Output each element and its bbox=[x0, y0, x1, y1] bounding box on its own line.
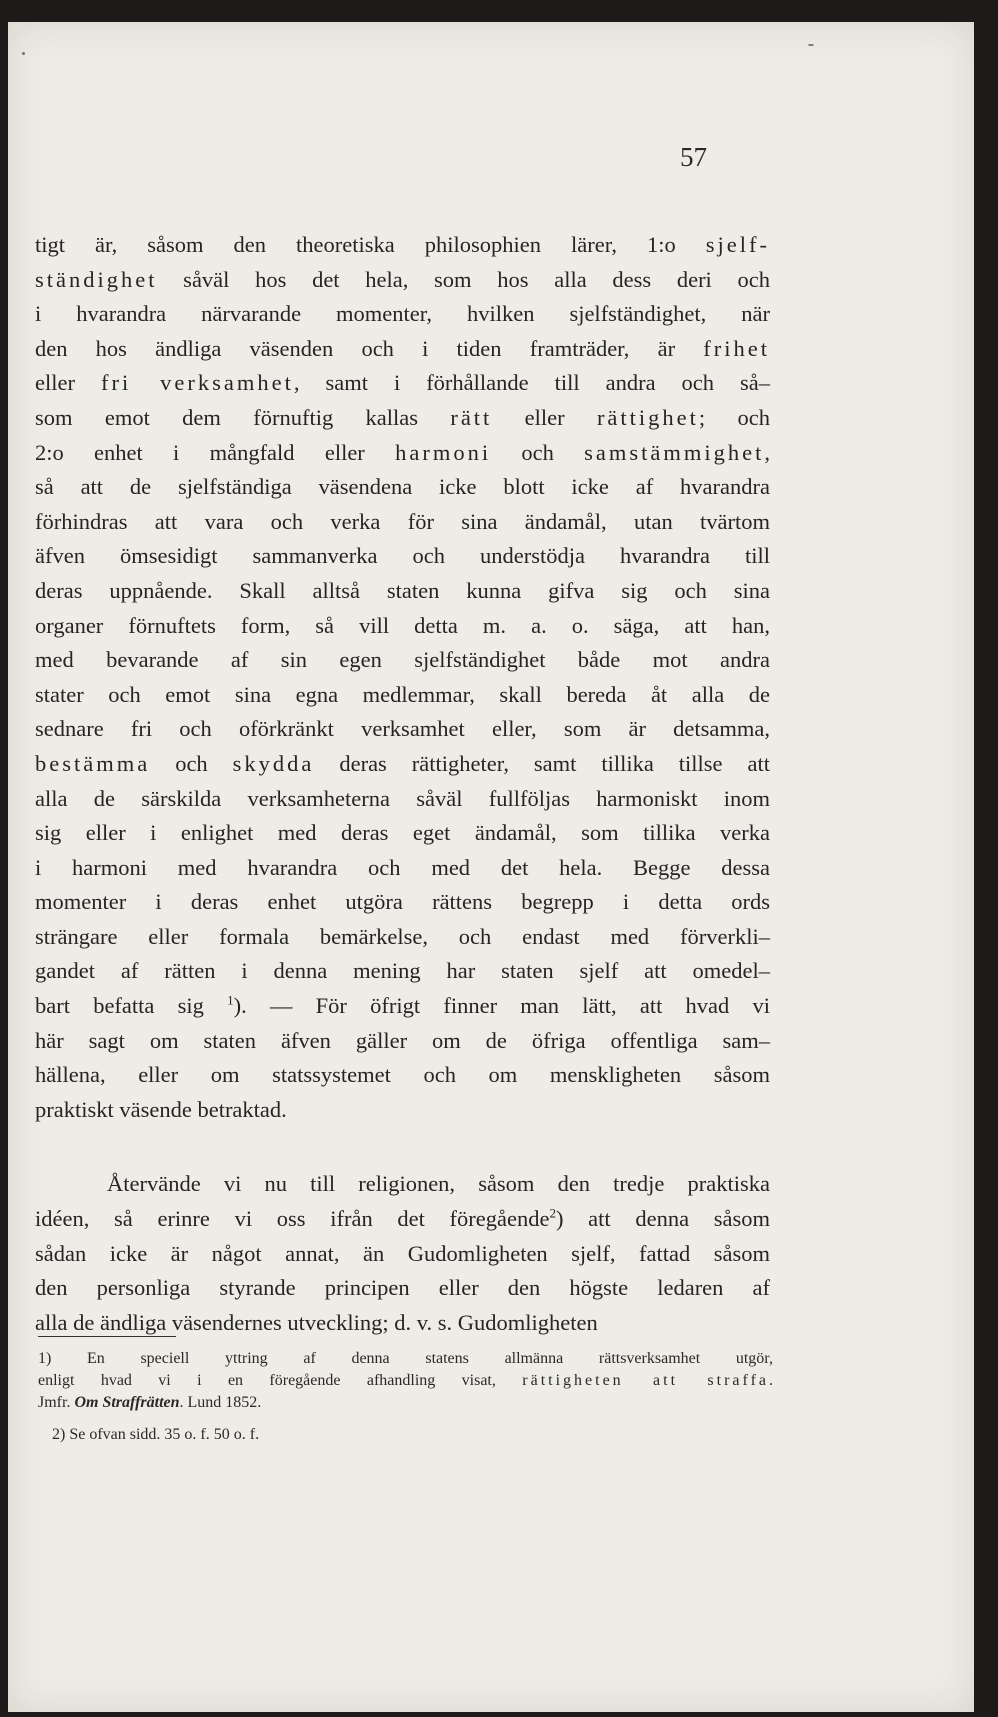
paragraph-1-line: här sagt om staten äfven gäller om de öfriga offentliga sam– bbox=[35, 1027, 770, 1053]
paper-speck bbox=[808, 44, 814, 46]
body-text bbox=[35, 228, 770, 1340]
paragraph-1-line: gandet af rätten i denna mening har staten sjelf att omedel– bbox=[35, 958, 770, 984]
spaced-emphasis: bestämma bbox=[35, 750, 151, 776]
paragraph-1-line: organer förnuftets form, så vill detta m. a. o. säga, att han, bbox=[35, 612, 770, 638]
footnote-rule bbox=[38, 1336, 176, 1337]
footnote-marker: 2 bbox=[549, 1205, 556, 1221]
paragraph-2-line: Återvände vi nu till religionen, såsom den tredje praktiska bbox=[107, 1171, 770, 1197]
footnote-1-line: 1) En speciell yttring af denna statens allmänna rättsverksamhet utgör, bbox=[38, 1350, 773, 1367]
footnote-1-line: enligt hvad vi i en föregående afhandling visat, rättigheten att straffa. bbox=[38, 1372, 773, 1389]
footnotes bbox=[38, 1348, 773, 1446]
paragraph-1-line: bart befatta sig $^1$). — För öfrigt finner man lätt, att hvad vi bbox=[35, 992, 770, 1019]
paragraph-1-line: strängare eller formala bemärkelse, och endast med förverkli– bbox=[35, 923, 770, 949]
paragraph-1-line: i harmoni med hvarandra och med det hela. Begge dessa bbox=[35, 854, 770, 880]
paragraph-2-line: den personliga styrande principen eller den högste ledaren af bbox=[35, 1275, 770, 1301]
spaced-emphasis: rättigheten att straffa bbox=[522, 1372, 769, 1389]
paragraph-1-line: ständighet såväl hos det hela, som hos alla dess deri och bbox=[35, 266, 770, 292]
paragraph-1-line: som emot dem förnuftig kallas rätt eller rättighet; och bbox=[35, 404, 770, 430]
paragraph-2 bbox=[35, 1167, 770, 1340]
paragraph-1-line: alla de särskilda verksamheterna såväl fullföljas harmoniskt inom bbox=[35, 785, 770, 811]
paragraph-1-line: så att de sjelfständiga väsendena icke blott icke af hvarandra bbox=[35, 474, 770, 500]
paragraph-1-line: deras uppnående. Skall alltså staten kunna gifva sig och sina bbox=[35, 577, 770, 603]
spaced-emphasis: frihet bbox=[703, 335, 770, 361]
page-number: 57 bbox=[680, 142, 707, 172]
footnote-1-line: Jmfr. Om Straffrätten. Lund 1852. bbox=[38, 1394, 262, 1411]
paragraph-1-line: förhindras att vara och verka för sina ändamål, utan tvärtom bbox=[35, 508, 770, 534]
title-reference: Om Straffrätten bbox=[74, 1394, 180, 1411]
paragraph-1-line: praktiskt väsende betraktad. bbox=[35, 1096, 287, 1122]
paragraph-1-line: med bevarande af sin egen sjelfständighet både mot andra bbox=[35, 647, 770, 673]
footnote-2: 2) Se ofvan sidd. 35 o. f. 50 o. f. bbox=[52, 1426, 260, 1443]
paragraph-2-line: idéen, så erinre vi oss ifrån det föregående$^2$) att denna såsom bbox=[35, 1205, 770, 1232]
spaced-emphasis: fri verksamhet bbox=[100, 370, 294, 396]
paragraph-1-line: i hvarandra närvarande momenter, hvilken sjelfständighet, när bbox=[35, 301, 770, 327]
footnote-marker: 1 bbox=[227, 992, 234, 1008]
spaced-emphasis: harmoni bbox=[395, 439, 492, 465]
paragraph-1-line: stater och emot sina egna medlemmar, skall bereda åt alla de bbox=[35, 681, 770, 707]
paragraph-1-line: eller fri verksamhet, samt i förhållande till andra och så– bbox=[35, 370, 771, 396]
paragraph-1-line: den hos ändliga väsenden och i tiden framträder, är frihet bbox=[35, 335, 770, 361]
paper-speck bbox=[22, 52, 25, 55]
paragraph-1-line: sednare fri och oförkränkt verksamhet eller, som är detsamma, bbox=[35, 716, 770, 742]
paragraph-1-line: hällena, eller om statssystemet och om menskligheten såsom bbox=[35, 1062, 770, 1088]
paragraph-1 bbox=[35, 228, 770, 1127]
spaced-emphasis: sjelf- bbox=[705, 232, 770, 257]
spaced-emphasis: skydda bbox=[232, 750, 315, 776]
spaced-emphasis: rättighet bbox=[596, 404, 699, 430]
paragraph-2-line: sådan icke är något annat, än Gudomligheten sjelf, fattad såsom bbox=[35, 1240, 770, 1266]
footnote-1 bbox=[38, 1348, 773, 1414]
spaced-emphasis: samstämmighet bbox=[584, 439, 765, 465]
paragraph-1-line: sig eller i enlighet med deras eget ändamål, som tillika verka bbox=[35, 820, 770, 846]
spaced-emphasis: rätt bbox=[450, 404, 493, 430]
paragraph-1-line: bestämma och skydda deras rättigheter, samt tillika tillse att bbox=[35, 750, 770, 776]
paragraph-1-line: momenter i deras enhet utgöra rättens begrepp i detta ords bbox=[35, 889, 770, 915]
paragraph-2-line: alla de ändliga väsendernes utveckling; d. v. s. Gudomligheten bbox=[35, 1309, 598, 1335]
spaced-emphasis: ständighet bbox=[35, 266, 158, 292]
paragraph-1-line: äfven ömsesidigt sammanverka och understödja hvarandra till bbox=[35, 543, 770, 569]
paragraph-1-line: 2:o enhet i mångfald eller harmoni och samstämmighet, bbox=[35, 439, 770, 465]
paragraph-1-line: tigt är, såsom den theoretiska philosophien lärer, 1:o sjelf- bbox=[35, 232, 770, 257]
